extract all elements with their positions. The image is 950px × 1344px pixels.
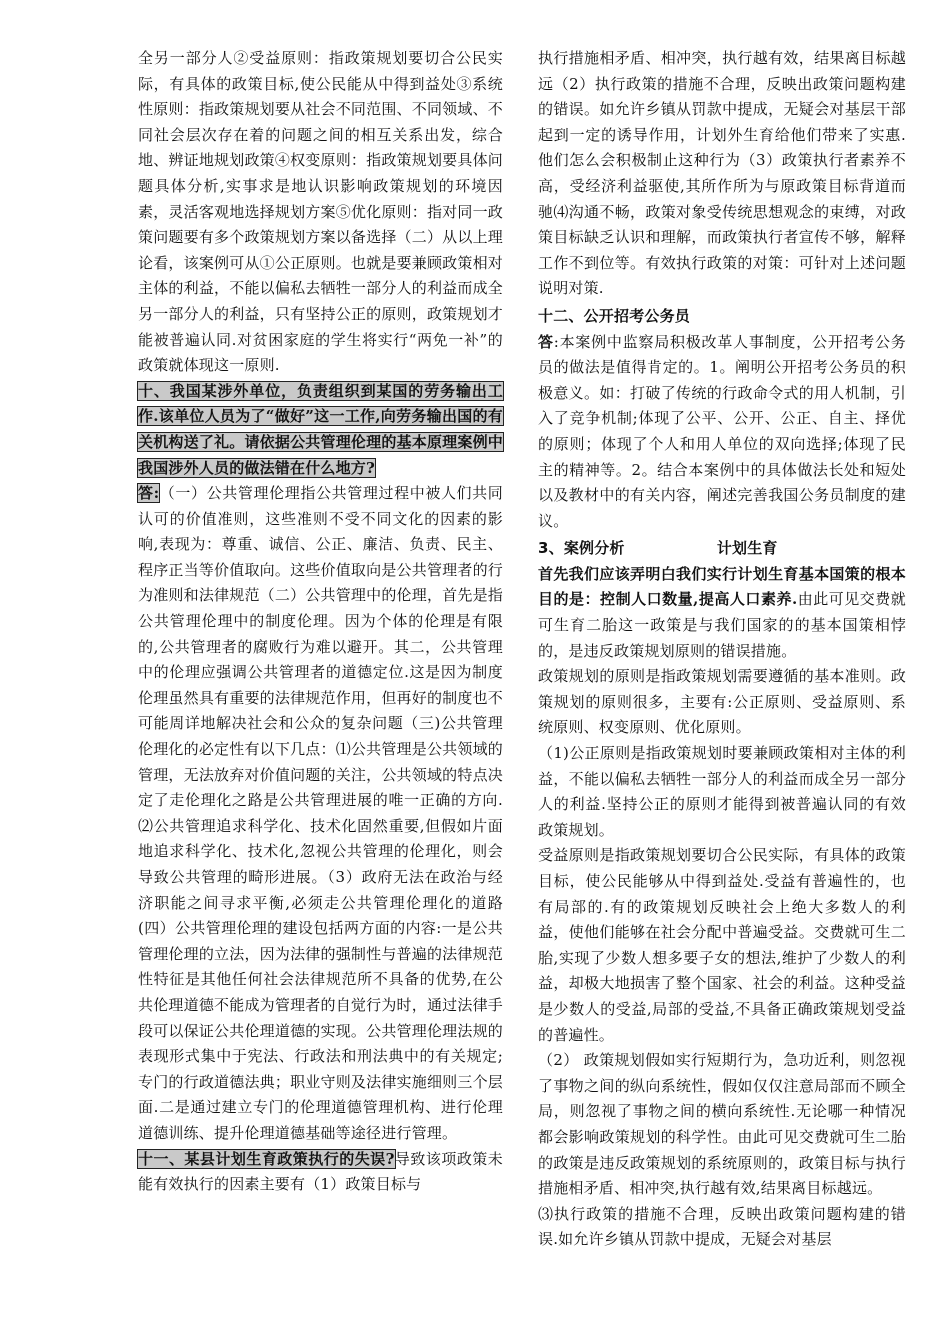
- paragraph-fairness: （1)公正原则是指政策规划时要兼顾政策相对主体的利益，不能以偏私去牺牲一部分人的利益而成全另一部分人的利益.坚持公正的原则才能得到被普遍认同的有效政策规划。: [538, 744, 906, 839]
- heading-twelve: 十二、公开招考公务员: [538, 306, 691, 325]
- paragraph-principles: 全另一部分人②受益原则：指政策规划要切合公民实际，有具体的政策目标,使公民能从中得到益处③系统性原则：指政策规划要从社会不同范围、不同领域、不同社会层次存在着的问题之间的相互关系出发，综合地、辨证地规划政策④权变原则：指政策规划要具体问题具体分析,实事求是地认识影响政策规划的环境因素，灵活客观地选择规划方案⑤优化原则：指对同一政策问题要有多个政策规划方案以备选择（二）从以上理论看，该案例可从①公正原则。也就是要兼顾政策相对主体的利益，不能以偏私去牺牲一部分人的利益而成全另一部分人的利益，只有坚持公正的原则，政策规划才能被普遍认同.对贫困家庭的学生将实行“两免一补”的政策就体现这一原则.: [138, 49, 503, 375]
- paragraph-principles-list: 政策规划的原则是指政策规划需要遵循的基本准则。政策规划的原则很多，主要有:公正原则、受益原则、系统原则、权变原则、优化原则。: [538, 667, 906, 737]
- question-ten-text: 十、我国某涉外单位，负责组织到某国的劳务输出工作.该单位人员为了“做好”这一工作,向劳务输出国的有关机构送了礼。请依据公共管理伦理的基本原理案例中我国涉外人员的做法错在什么地方?: [138, 381, 503, 477]
- answer-ten: [138, 481, 503, 1146]
- intro-tail: 由此可见交费就可生育二胎这一政策是与我们国家的的基本国策相悖的，是违反政策规划原则的错误措施。: [538, 590, 907, 660]
- question-ten: [138, 379, 503, 481]
- answer-label-right: 答: [538, 332, 554, 351]
- left-column: [138, 46, 503, 1198]
- answer-ten-text: （一）公共管理伦理指公共管理过程中被人们共同认可的价值准则，这些准则不受不同文化的因素的影响,表现为：尊重、诚信、公正、廉洁、负责、民主、程序正当等价值取向。这些价值取向是公共管理者的行为准则和法律规范（二）公共管理中的伦理，首先是指公共管理伦理中的制度伦理。因为个体的伦理是有限的,公共管理者的腐败行为难以避开。其二，公共管理中的伦理应强调公共管理者的道德定位.这是因为制度伦理虽然具有重要的法律规范作用，但再好的制度也不可能周详地解决社会和公众的复杂问题（三)公共管理伦理化的必定性有以下几点：⑴公共管理是公共领域的管理，无法放弃对价值问题的关注，公共领域的特点决定了走伦理化之路是公共管理进展的唯一正确的方向.⑵公共管理追求科学化、技术化固然重要,但假如片面地追求科学化、技术化,忽视公共管理的伦理化，则会导致公共管理的畸形进展。（3）政府无法在政治与经济职能之间寻求平衡,必须走公共管理伦理化的道路(四）公共管理伦理的建设包括两方面的内容:一是公共管理伦理的立法，因为法律的强制性与普遍的法律规范性特征是其他任何社会法律规范所不具备的优势,在公共伦理道德不能成为管理者的自觉行为时，通过法律手段可以保证公共伦理道德的实现。公共管理伦理法规的表现形式集中于宪法、行政法和刑法典中的有关规定;专门的行政道德法典；职业守则及法律实施细则三个层面.二是通过建立专门的伦理道德管理机构、进行伦理道德训练、提升伦理道德基础等途径进行管理。: [138, 484, 503, 1142]
- question-eleven-text: 十一、某县计划生育政策执行的失误?: [138, 1149, 395, 1168]
- paragraph-benefit: 受益原则是指政策规划要切合公民实际，有具体的政策目标，使公民能够从中得到益处.受益有普遍性的，也有局部的.有的政策规划反映社会上绝大多数人的利益，使他们能够在社会分配中普遍受益。交费就可生二胎,实现了少数人想多要子女的想法,维护了少数人的利益，却极大地损害了整个国家、社会的利益。这种受益是少数人的受益,局部的受益,不具备正确政策规划受益的普遍性。: [538, 846, 906, 1044]
- intro-bold: 首先我们应该弄明白我们实行计划生育基本国策的根本目的是：控制人口数量,提高人口素养.: [538, 564, 906, 609]
- paragraph-intro: [538, 562, 906, 664]
- answer-twelve: [538, 330, 906, 535]
- answer-twelve-text: :本案例中监察局积极改革人事制度，公开招考公务员的做法是值得肯定的。1。阐明公开招考公务员的积极意义。如：打破了传统的行政命令式的用人机制，引入了竞争机制;体现了公平、公开、公正、自主、择优的原则；体现了个人和用人单位的双向选择;体现了民主的精神等。2。结合本案例中的具体做法长处和短处以及教材中的有关内容，阐述完善我国公务员制度的建议。: [538, 332, 907, 530]
- question-eleven-tail: 导致该项政策未能有效执行的因素主要有（1）政策目标与: [138, 1149, 503, 1194]
- answer-label: 答:: [138, 484, 160, 503]
- heading-case-analysis: 3、案例分析 计划生育: [538, 539, 778, 558]
- question-eleven: [138, 1147, 503, 1198]
- paragraph-system: （2） 政策规划假如实行短期行为，急功近利，则忽视了事物之间的纵向系统性，假如仅仅注意局部而不顾全局，则忽视了事物之间的横向系统性.无论哪一种情况都会影响政策规划的科学性。由此可见交费就可生二胎的政策是违反政策规划的系统原则的，政策目标与执行措施相矛盾、相冲突,执行越有效,结果离目标越远。: [538, 1051, 906, 1198]
- paragraph-continuation: 执行措施相矛盾、相冲突，执行越有效，结果离目标越远（2）执行政策的措施不合理，反映出政策问题构建的错误。如允许乡镇从罚款中提成，无疑会对基层干部起到一定的诱导作用，计划外生育给他们带来了实惠.他们怎么会积极制止这种行为（3）政策执行者素养不高，受经济利益驱使,其所作所为与原政策目标背道而驰⑷沟通不畅，政策对象受传统思想观念的束缚，对政策目标缺乏认识和理解，而政策执行者宣传不够，解释工作不到位等。有效执行政策的对策：可针对上述问题说明对策.: [538, 49, 906, 298]
- paragraph-measures: ⑶执行政策的措施不合理，反映出政策问题构建的错误.如允许乡镇从罚款中提成，无疑会对基层: [538, 1204, 906, 1249]
- right-column: [538, 46, 906, 1253]
